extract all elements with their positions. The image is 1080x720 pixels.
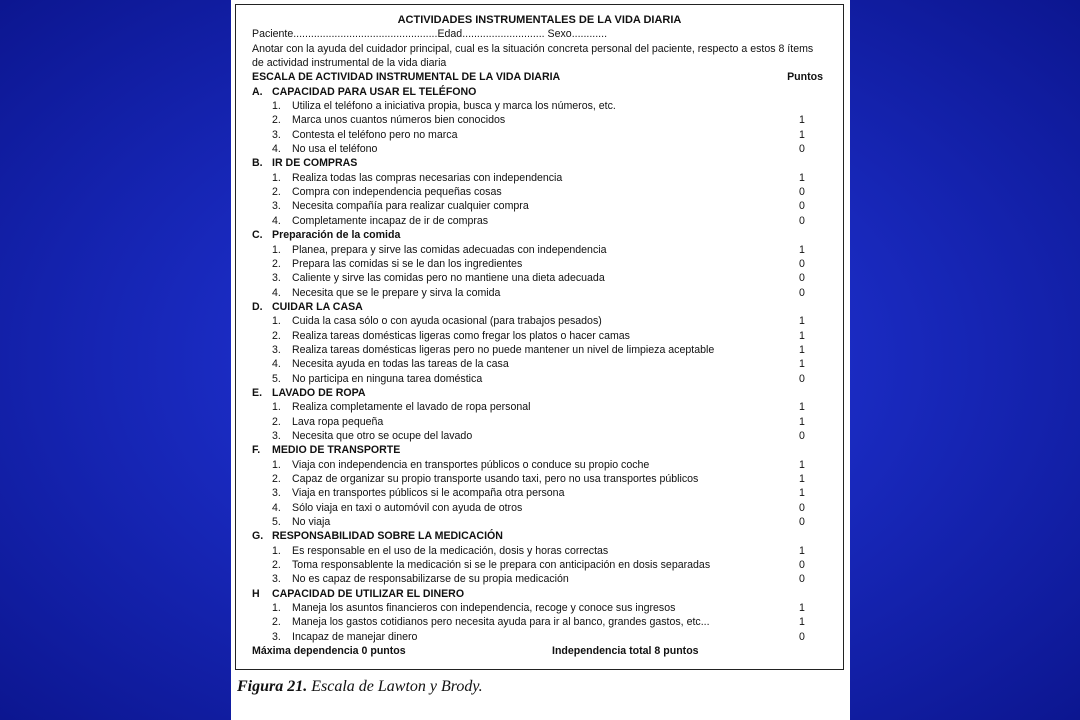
item-points: 0	[799, 272, 805, 285]
item-text: Compra con independencia pequeñas cosas	[292, 186, 502, 199]
item-row	[252, 314, 827, 328]
scale-form	[235, 4, 844, 670]
item-text: Realiza completamente el lavado de ropa personal	[292, 401, 531, 414]
score-footer	[252, 644, 827, 658]
item-points: 1	[799, 415, 805, 428]
scale-header	[252, 70, 827, 84]
item-text: Caliente y sirve las comidas pero no mantiene una dieta adecuada	[292, 272, 605, 285]
item-row	[252, 142, 827, 156]
sections-list	[252, 85, 827, 644]
item-row	[252, 486, 827, 500]
section-title	[252, 300, 827, 314]
item-text: Maneja los gastos cotidianos pero necesita ayuda para ir al banco, grandes gastos, etc...	[292, 616, 710, 629]
item-points: 1	[799, 128, 805, 141]
section-letter: E.	[252, 386, 263, 399]
section-title-text: CAPACIDAD DE UTILIZAR EL DINERO	[272, 587, 465, 600]
item-points: 1	[799, 243, 805, 256]
section-title-text: CAPACIDAD PARA USAR EL TELÉFONO	[272, 85, 477, 98]
section-title-text: CUIDAR LA CASA	[272, 300, 363, 313]
item-row	[252, 400, 827, 414]
item-text: Realiza tareas domésticas ligeras como fregar los platos o hacer camas	[292, 329, 630, 342]
item-points	[777, 99, 827, 113]
item-points: 1	[799, 602, 805, 615]
item-text: Marca unos cuantos números bien conocidos	[292, 114, 506, 127]
points-header: Puntos	[787, 71, 823, 84]
item-row	[252, 501, 827, 515]
section-title	[252, 386, 827, 400]
item-row	[252, 257, 827, 271]
item-points: 0	[799, 429, 805, 442]
item-number: 2.	[272, 329, 281, 342]
item-number: 2.	[272, 186, 281, 199]
item-text: No viaja	[292, 516, 331, 529]
item-row	[252, 544, 827, 558]
item-number: 3.	[272, 200, 281, 213]
item-number: 1.	[272, 171, 281, 184]
item-points: 0	[799, 501, 805, 514]
item-number: 4.	[272, 358, 281, 371]
item-row	[252, 113, 827, 127]
item-number: 3.	[272, 630, 281, 643]
item-number: 3.	[272, 487, 281, 500]
section-letter: D.	[252, 300, 263, 313]
item-number: 2.	[272, 114, 281, 127]
item-text: Sólo viaja en taxi o automóvil con ayuda de otros	[292, 501, 523, 514]
patient-line: Paciente.................................................Edad............................ Sexo............	[252, 28, 608, 41]
item-row	[252, 171, 827, 185]
section-title	[252, 529, 827, 543]
item-number: 5.	[272, 372, 281, 385]
item-number: 4.	[272, 143, 281, 156]
section-title-text: RESPONSABILIDAD SOBRE LA MEDICACIÓN	[272, 530, 503, 543]
section-title	[252, 587, 827, 601]
item-text: Necesita que otro se ocupe del lavado	[292, 429, 473, 442]
item-number: 4.	[272, 286, 281, 299]
item-text: Realiza todas las compras necesarias con independencia	[292, 171, 563, 184]
item-text: Necesita ayuda en todas las tareas de la casa	[292, 358, 509, 371]
item-text: Es responsable en el uso de la medicación, dosis y horas correctas	[292, 544, 609, 557]
item-points: 1	[799, 544, 805, 557]
item-text: Contesta el teléfono pero no marca	[292, 128, 458, 141]
section-letter: A.	[252, 85, 263, 98]
instructions-text: Anotar con la ayuda del cuidador principal, cual es la situación concreta personal del paciente, respecto a estos 8 ítems de actividad instrumental de la vida diaria	[252, 42, 814, 70]
item-number: 3.	[272, 429, 281, 442]
item-points: 0	[799, 630, 805, 643]
item-number: 1.	[272, 100, 281, 113]
section-title-text: LAVADO DE ROPA	[272, 386, 366, 399]
item-row	[252, 601, 827, 615]
item-number: 1.	[272, 602, 281, 615]
item-number: 4.	[272, 214, 281, 227]
item-text: Toma responsablente la medicación si se le prepara con anticipación en dosis separadas	[292, 559, 711, 572]
item-row	[252, 429, 827, 443]
item-text: Incapaz de manejar dinero	[292, 630, 418, 643]
section-letter: H	[252, 587, 260, 600]
item-row	[252, 243, 827, 257]
total-independence-label: Independencia total 8 puntos	[552, 645, 699, 658]
section-title	[252, 228, 827, 242]
item-text: Prepara las comidas si se le dan los ingredientes	[292, 257, 523, 270]
item-text: Necesita compañía para realizar cualquier compra	[292, 200, 529, 213]
item-points: 1	[799, 458, 805, 471]
item-row	[252, 372, 827, 386]
item-text: Cuida la casa sólo o con ayuda ocasional (para trabajos pesados)	[292, 315, 602, 328]
item-points: 0	[799, 372, 805, 385]
item-points: 1	[799, 315, 805, 328]
figure-caption-text: Escala de Lawton y Brody.	[311, 678, 483, 695]
scale-title: ESCALA DE ACTIVIDAD INSTRUMENTAL DE LA VIDA DIARIA	[252, 71, 561, 84]
item-points: 1	[799, 473, 805, 485]
item-row	[252, 515, 827, 529]
item-points: 0	[799, 516, 805, 529]
item-text: Utiliza el teléfono a iniciativa propia, busca y marca los números, etc.	[292, 100, 616, 113]
item-row	[252, 343, 827, 357]
item-points: 0	[799, 143, 805, 156]
item-number: 2.	[272, 257, 281, 270]
item-text: Capaz de organizar su propio transporte usando taxi, pero no usa transportes públicos	[292, 473, 699, 485]
max-dependency-label: Máxima dependencia 0 puntos	[252, 645, 406, 658]
item-text: Lava ropa pequeña	[292, 415, 384, 428]
item-points: 0	[799, 286, 805, 299]
item-points: 1	[799, 616, 805, 629]
item-points: 0	[799, 186, 805, 199]
section-title	[252, 156, 827, 170]
item-row	[252, 286, 827, 300]
item-points: 1	[799, 401, 805, 414]
item-points: 1	[799, 358, 805, 371]
item-text: Necesita que se le prepare y sirva la comida	[292, 286, 501, 299]
item-number: 2.	[272, 415, 281, 428]
section-letter: F.	[252, 444, 261, 457]
item-points: 1	[799, 343, 805, 356]
item-number: 2.	[272, 616, 281, 629]
section-letter: C.	[252, 229, 263, 242]
item-number: 4.	[272, 501, 281, 514]
document-page	[231, 0, 850, 720]
section-letter: G.	[252, 530, 264, 543]
section-title	[252, 443, 827, 457]
item-number: 1.	[272, 243, 281, 256]
item-text: Viaja en transportes públicos si le acompaña otra persona	[292, 487, 565, 500]
item-row	[252, 615, 827, 629]
item-number: 3.	[272, 272, 281, 285]
item-row	[252, 271, 827, 285]
item-points: 1	[799, 329, 805, 342]
item-row	[252, 572, 827, 586]
item-text: Realiza tareas domésticas ligeras pero no puede mantener un nivel de limpieza aceptable	[292, 343, 715, 356]
section-title-text: MEDIO DE TRANSPORTE	[272, 444, 401, 457]
item-points: 0	[799, 559, 805, 572]
item-text: Viaja con independencia en transportes públicos o conduce su propio coche	[292, 458, 650, 471]
item-points: 0	[799, 200, 805, 213]
item-number: 2.	[272, 559, 281, 572]
section-title-text: IR DE COMPRAS	[272, 157, 358, 170]
form-title: ACTIVIDADES INSTRUMENTALES DE LA VIDA DIARIA	[397, 14, 682, 26]
item-row	[252, 357, 827, 371]
item-row	[252, 214, 827, 228]
item-text: No participa en ninguna tarea doméstica	[292, 372, 483, 385]
item-row	[252, 472, 827, 486]
item-row	[252, 630, 827, 644]
section-title	[252, 85, 827, 99]
item-row	[252, 329, 827, 343]
item-number: 1.	[272, 458, 281, 471]
item-number: 2.	[272, 473, 281, 485]
item-points: 1	[799, 114, 805, 127]
item-text: Maneja los asuntos financieros con independencia, recoge y conoce sus ingresos	[292, 602, 676, 615]
item-text: Planea, prepara y sirve las comidas adecuadas con independencia	[292, 243, 607, 256]
item-row	[252, 458, 827, 472]
item-row	[252, 199, 827, 213]
item-number: 5.	[272, 516, 281, 529]
item-points: 1	[799, 487, 805, 500]
item-row	[252, 415, 827, 429]
item-number: 1.	[272, 315, 281, 328]
item-row	[252, 99, 827, 113]
figure-label: Figura 21.	[237, 678, 308, 695]
item-points: 1	[799, 171, 805, 184]
item-number: 3.	[272, 343, 281, 356]
item-text: Completamente incapaz de ir de compras	[292, 214, 489, 227]
item-row	[252, 128, 827, 142]
item-points: 0	[799, 257, 805, 270]
item-number: 3.	[272, 573, 281, 586]
item-number: 1.	[272, 401, 281, 414]
item-row	[252, 185, 827, 199]
item-number: 1.	[272, 544, 281, 557]
item-points: 0	[799, 214, 805, 227]
item-text: No usa el teléfono	[292, 143, 378, 156]
figure-caption	[237, 678, 483, 696]
section-title-text: Preparación de la comida	[272, 229, 401, 242]
section-letter: B.	[252, 157, 263, 170]
item-number: 3.	[272, 128, 281, 141]
item-text: No es capaz de responsabilizarse de su propia medicación	[292, 573, 569, 586]
item-points: 0	[799, 573, 805, 586]
item-row	[252, 558, 827, 572]
